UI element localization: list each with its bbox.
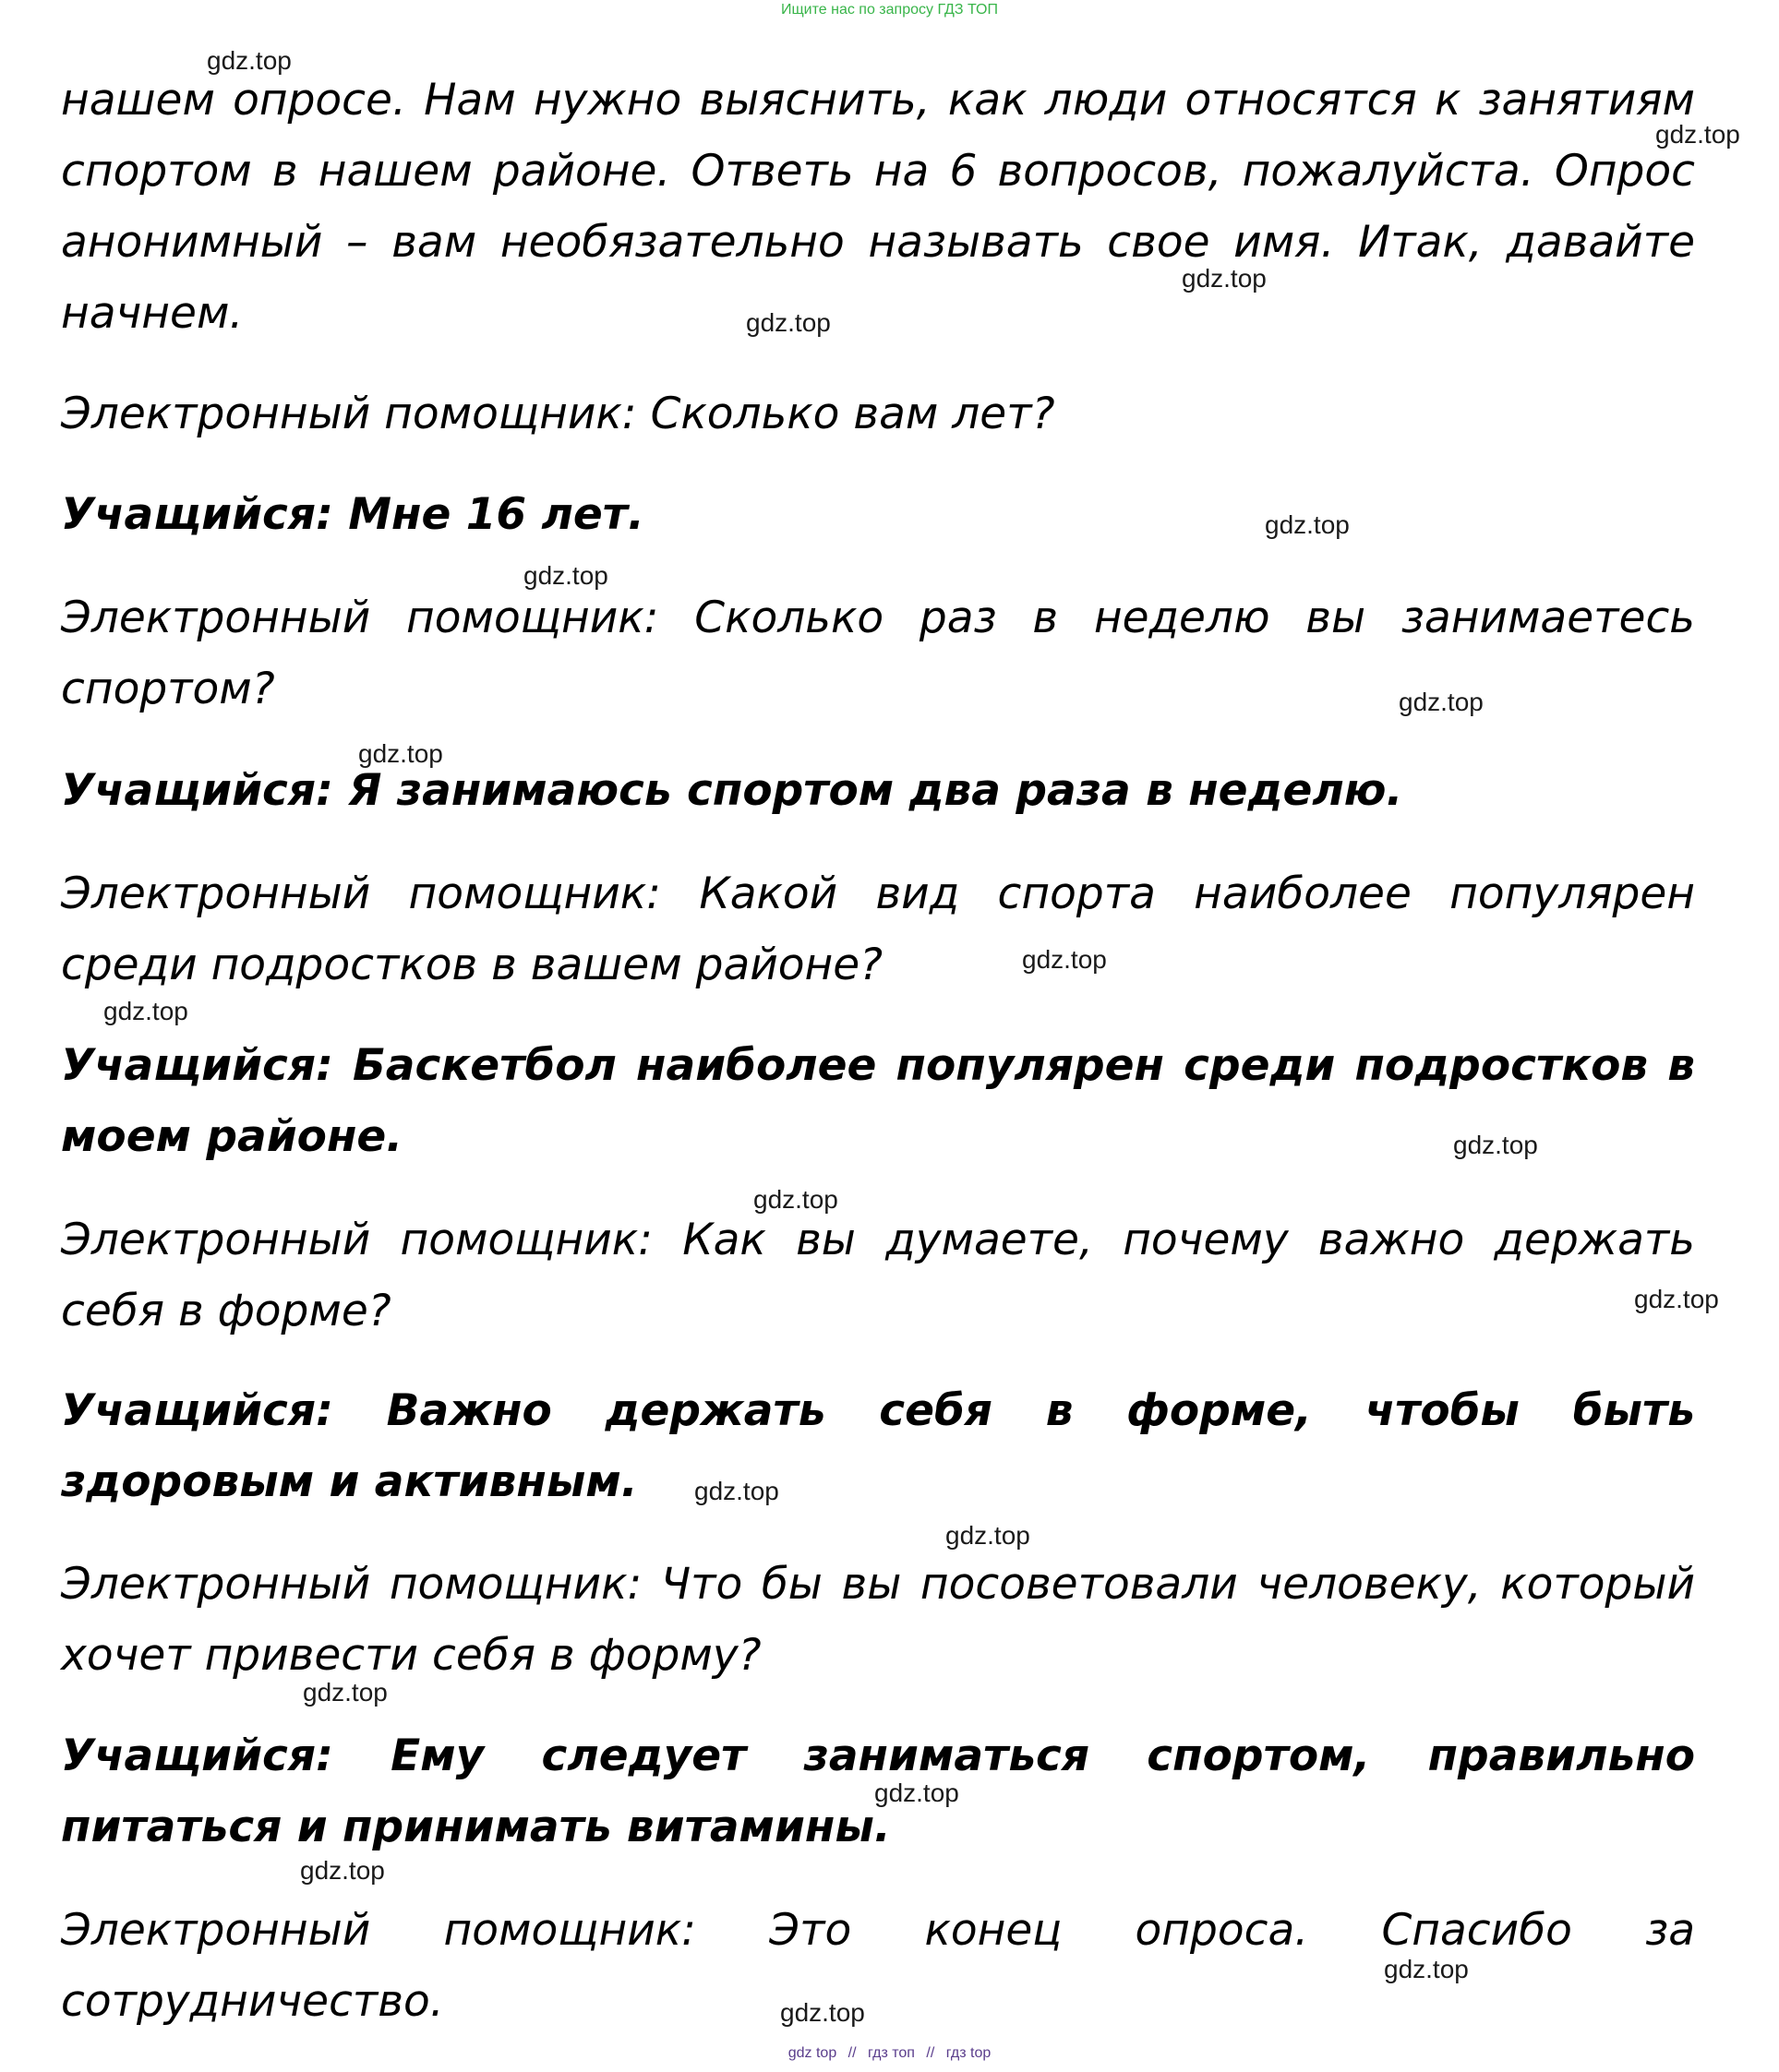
assistant-closing: Электронный помощник: Это конец опроса. Спасибо за сотрудничество. — [61, 1905, 1695, 2027]
assistant-question-2: Электронный помощник: Сколько раз в неделю вы занимаетесь спортом? — [61, 593, 1695, 714]
assistant-question-3: Электронный помощник: Какой вид спорта наиболее популярен среди подростков в вашем районе? — [61, 868, 1695, 990]
footer-link[interactable]: gdz top — [787, 2045, 837, 2061]
footer-link[interactable]: гдз топ — [868, 2045, 915, 2061]
watermark: gdz.top — [358, 739, 443, 768]
assistant-question-5: Электронный помощник: Что бы вы посоветовали человеку, который хочет привести себя в форму? — [61, 1559, 1695, 1681]
watermark: gdz.top — [1655, 120, 1740, 149]
footer-link[interactable]: гдз top — [945, 2045, 992, 2061]
watermark: gdz.top — [874, 1779, 959, 1807]
watermark: gdz.top — [780, 1998, 865, 2027]
watermark: gdz.top — [694, 1477, 779, 1505]
watermark: gdz.top — [753, 1185, 838, 1214]
watermark: gdz.top — [1453, 1131, 1538, 1159]
watermark: gdz.top — [945, 1521, 1030, 1550]
watermark: gdz.top — [300, 1856, 385, 1885]
watermark: gdz.top — [103, 997, 188, 1025]
watermark: gdz.top — [1399, 688, 1484, 716]
watermark: gdz.top — [1634, 1285, 1719, 1313]
intro-paragraph: нашем опросе. Нам нужно выяснить, как люди относятся к занятиям спортом в нашем районе. Ответь на 6 вопросов, пожалуйста. Опрос анонимный – вам необязательно называть свое имя. Итак, давайте начнем. — [61, 75, 1695, 339]
footer-separator: // — [926, 2045, 935, 2061]
watermark: gdz.top — [746, 308, 831, 337]
watermark: gdz.top — [303, 1678, 388, 1707]
assistant-question-1: Электронный помощник: Сколько вам лет? — [61, 389, 1055, 439]
student-answer-4: Учащийся: Важно держать себя в форме, чтобы быть здоровым и активным. — [61, 1385, 1695, 1507]
footer-links — [0, 2043, 1779, 2064]
student-answer-3: Учащийся: Баскетбол наиболее популярен среди подростков в моем районе. — [61, 1040, 1695, 1162]
student-answer-2: Учащийся: Я занимаюсь спортом два раза в неделю. — [61, 765, 1403, 816]
watermark: gdz.top — [207, 46, 292, 75]
footer-separator: // — [847, 2045, 857, 2061]
watermark: gdz.top — [1265, 510, 1350, 539]
watermark: gdz.top — [1182, 264, 1267, 293]
watermark: gdz.top — [1384, 1955, 1469, 1983]
student-answer-1: Учащийся: Мне 16 лет. — [61, 489, 644, 540]
watermark: gdz.top — [523, 561, 608, 590]
student-answer-5: Учащийся: Ему следует заниматься спортом, правильно питаться и принимать витамины. — [61, 1731, 1695, 1852]
watermark: gdz.top — [1022, 945, 1107, 974]
assistant-question-4: Электронный помощник: Как вы думаете, почему важно держать себя в форме? — [61, 1215, 1695, 1336]
top-banner: Ищите нас по запросу ГДЗ ТОП — [781, 2, 998, 18]
